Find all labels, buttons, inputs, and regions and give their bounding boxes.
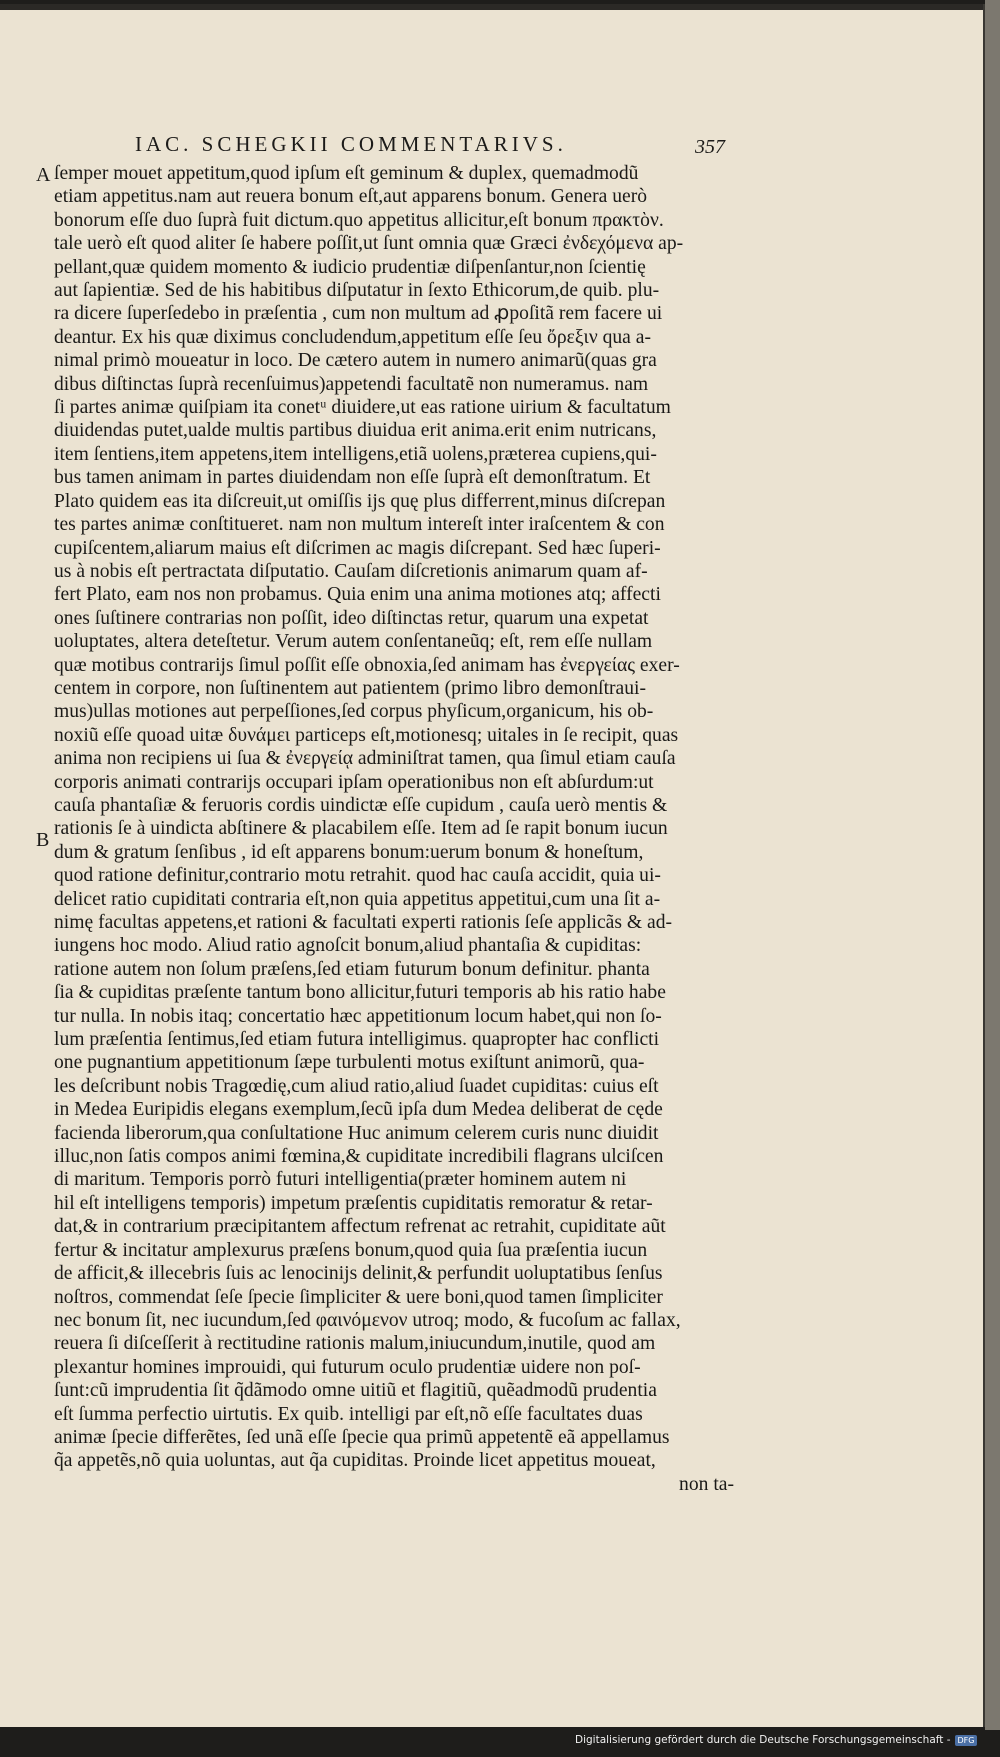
text-line: ſi partes animæ quiſpiam ita conetᵘ diuidere,ut eas ratione uirium & facultatum — [54, 397, 671, 419]
text-line: di maritum. Temporis porrò futuri intelligentia(præter hominem autem ni — [54, 1169, 627, 1191]
text-line: diuidendas putet,ualde multis partibus diuidua erit anima.erit enim nutricans, — [54, 420, 657, 442]
text-line: de afficit,& illecebris ſuis ac lenocinijs delinit,& perfundit uoluptatibus ſenſus — [54, 1263, 663, 1285]
credit-text: Digitalisierung gefördert durch die Deutsche Forschungsgemeinschaft - — [575, 1734, 951, 1746]
running-head: IAC. SCHEGKII COMMENTARIVS. — [135, 132, 567, 156]
text-line: animæ ſpecie differẽtes, ſed unã eſſe ſpecie qua primũ appetentẽ eã appellamus — [54, 1426, 670, 1448]
text-line: ſemper mouet appetitum,quod ipſum eſt geminum & duplex, quemadmodũ — [54, 163, 639, 184]
text-line: dum & gratum ſenſibus , id eſt apparens bonum:uerum bonum & honeſtum, — [54, 841, 644, 863]
text-line: q̃a appetẽs,nõ quia uoluntas, aut q̃a cupiditas. Proinde licet appetitus moueat, — [54, 1450, 656, 1472]
text-line: quod ratione definitur,contrario motu retrahit. quod hac cauſa accidit, quia ui- — [54, 865, 661, 887]
body-text — [54, 162, 734, 1496]
text-line: centem in corpore, non ſuſtinentem aut patientem (primo libro demonſtraui- — [54, 677, 646, 699]
text-line: delicet ratio cupiditati contraria eſt,non quia appetitus appetitui,cum una ſit a- — [54, 888, 661, 910]
text-line: cauſa phantaſiæ & feruoris cordis uindictæ eſſe cupidum , cauſa uerò mentis & — [54, 794, 668, 816]
text-line: pellant,quæ quidem momento & iudicio prudentiæ diſpenſantur,non ſcientię — [54, 256, 646, 278]
text-line: uoluptates, altera deteſtetur. Verum autem conſentaneũq; eſt, rem eſſe nullam — [54, 631, 653, 653]
text-line: tes partes animæ conſtitueret. nam non multum intereſt inter iraſcentem & con — [54, 514, 665, 536]
text-line: Plato quidem eas ita diſcreuit,ut omiſſis ijs quę plus differrent,minus diſcrepan — [54, 490, 666, 512]
margin-letter-b: B — [36, 829, 50, 851]
text-line: tur nulla. In nobis itaq; concertatio hæc appetitionum locum habet,qui non ſo- — [54, 1005, 662, 1027]
text-line: us à nobis eſt pertractata diſputatio. Cauſam diſcretionis animarum quam af- — [54, 560, 648, 582]
text-line: anima non recipiens ui ſua & ἐνεργείᾳ adminiſtrat tamen, qua ſimul etiam cauſa — [54, 748, 676, 770]
text-line: item ſentiens,item appetens,item intelligens,etiã uolens,præterea cupiens,qui- — [54, 443, 657, 465]
dfg-logo: DFG — [955, 1735, 978, 1746]
text-line: non ta- — [679, 1473, 734, 1495]
text-line: mus)ullas motiones aut perpeſſiones,ſed corpus phyſicum,organicum, his ob- — [54, 701, 654, 723]
text-line: ſia & cupiditas præſente tantum bono allicitur,futuri temporis ab his ratio habe — [54, 982, 666, 1004]
text-line: ra dicere ſuperſedebo in præſentia , cum non multum ad ꝓpoſitã rem facere ui — [54, 303, 663, 325]
text-line: ratione autem non ſolum præſens,ſed etiam futurum bonum definitur. phanta — [54, 958, 650, 980]
text-line: rationis ſe à uindicta abſtinere & placabilem eſſe. Item ad ſe rapit bonum iucun — [54, 818, 668, 840]
text-line: nimal primò moueatur in loco. De cætero autem in numero animarũ(quas gra — [54, 350, 657, 372]
text-line: fert Plato, eam nos non probamus. Quia enim una anima motiones atq; affecti — [54, 584, 661, 606]
text-line: aut ſapientiæ. Sed de his habitibus diſputatur in ſexto Ethicorum,de quib. plu- — [54, 280, 660, 302]
text-line: hil eſt intelligens temporis) impetum præſentis cupiditatis remoratur & retar- — [54, 1192, 653, 1214]
text-line: illuc,non ſatis compos animi fœmina,& cupiditate incredibili flagrans ulciſcen — [54, 1146, 664, 1168]
text-line: facienda liberorum,qua conſultatione Huc animum celerem curis nunc diuidit — [54, 1122, 659, 1144]
text-line: bonorum eſſe duo ſuprà fuit dictum.quo appetitus allicitur,eſt bonum πρακτὸν. — [54, 209, 664, 231]
text-line: reuera ſi diſceſſerit à rectitudine rationis malum,iniucundum,inutile, quod am — [54, 1333, 656, 1355]
text-line: one pugnantium appetitionum ſæpe turbulenti motus exiſtunt animorũ, qua- — [54, 1052, 645, 1074]
text-line: iungens hoc modo. Aliud ratio agnoſcit bonum,aliud phantaſia & cupiditas: — [54, 935, 642, 957]
text-line: deantur. Ex his quæ diximus concludendum,appetitum eſſe ſeu ὄρεξιν qua a- — [54, 326, 651, 348]
margin-letter-a: A — [36, 164, 51, 186]
text-line: lum præſentia ſentimus,ſed etiam futura intelligimus. quapropter hac conflicti — [54, 1029, 660, 1051]
text-line: nimę facultas appetens,et rationi & facultati experti rationis ſeſe applicãs & ad- — [54, 912, 673, 933]
text-line: noxiũ eſſe quoad uitæ δυνάμει particeps eſt,motionesq; uitales in ſe recipit, quas — [54, 724, 679, 746]
text-line: les deſcribunt nobis Tragœdię,cum aliud ratio,aliud ſuadet cupiditas: cuius eſt — [54, 1075, 659, 1097]
digitization-credit — [575, 1734, 995, 1746]
text-line: tale uerò eſt quod aliter ſe habere poſſit,ut ſunt omnia quæ Græci ἐνδεχόμενα ap- — [54, 233, 684, 255]
text-line: nec bonum ſit, nec iucundum,ſed φαινόμενον utroq; modo, & fucoſum ac fallax, — [54, 1309, 681, 1331]
page-top-edge — [0, 4, 983, 10]
text-line: ſunt:cũ imprudentia ſit q̃dãmodo omne uitiũ et flagitiũ, quẽadmodũ prudentia — [54, 1380, 657, 1402]
text-line: ones ſuſtinere contrarias non poſſit, ideo diſtinctas retur, quarum una expetat — [54, 607, 649, 629]
text-line: etiam appetitus.nam aut reuera bonum eſt,aut apparens bonum. Genera uerò — [54, 186, 648, 208]
text-line: plexantur homines improuidi, qui futurum oculo prudentiæ uidere non poſ- — [54, 1356, 641, 1378]
text-line: noſtros, commendat ſeſe ſpecie ſimpliciter & uere boni,quod tamen ſimpliciter — [54, 1286, 663, 1308]
book-page — [0, 4, 985, 1727]
text-line: corporis animati contrarijs occupari ipſam operationibus non eſt abſurdum:ut — [54, 771, 654, 793]
text-line: quæ motibus contrarijs ſimul poſſit eſſe obnoxia,ſed animam has ἐνεργείας exer- — [54, 654, 680, 676]
folio-number: 357 — [695, 136, 725, 158]
text-line: dat,& in contrarium præcipitantem affectum refrenat ac retrahit, cupiditate aũt — [54, 1216, 666, 1238]
text-line: eſt ſumma perfectio uirtutis. Ex quib. intelligi par eſt,nõ eſſe facultates duas — [54, 1403, 643, 1425]
text-line: dibus diſtinctas ſuprà recenſuimus)appetendi facultatẽ non numeramus. nam — [54, 373, 649, 395]
text-line: fertur & incitatur amplexurus præſens bonum,quod quia ſua præſentia iucun — [54, 1239, 648, 1261]
binding-gutter — [985, 0, 1000, 1730]
text-line: cupiſcentem,aliarum maius eſt diſcrimen ac magis diſcrepant. Sed hæc ſuperi- — [54, 537, 661, 559]
text-line: in Medea Euripidis elegans exemplum,ſecũ ipſa dum Medea deliberat de cęde — [54, 1099, 663, 1121]
text-line: bus tamen animam in partes diuidendam non eſſe ſuprà eſt demonſtratum. Et — [54, 467, 651, 489]
